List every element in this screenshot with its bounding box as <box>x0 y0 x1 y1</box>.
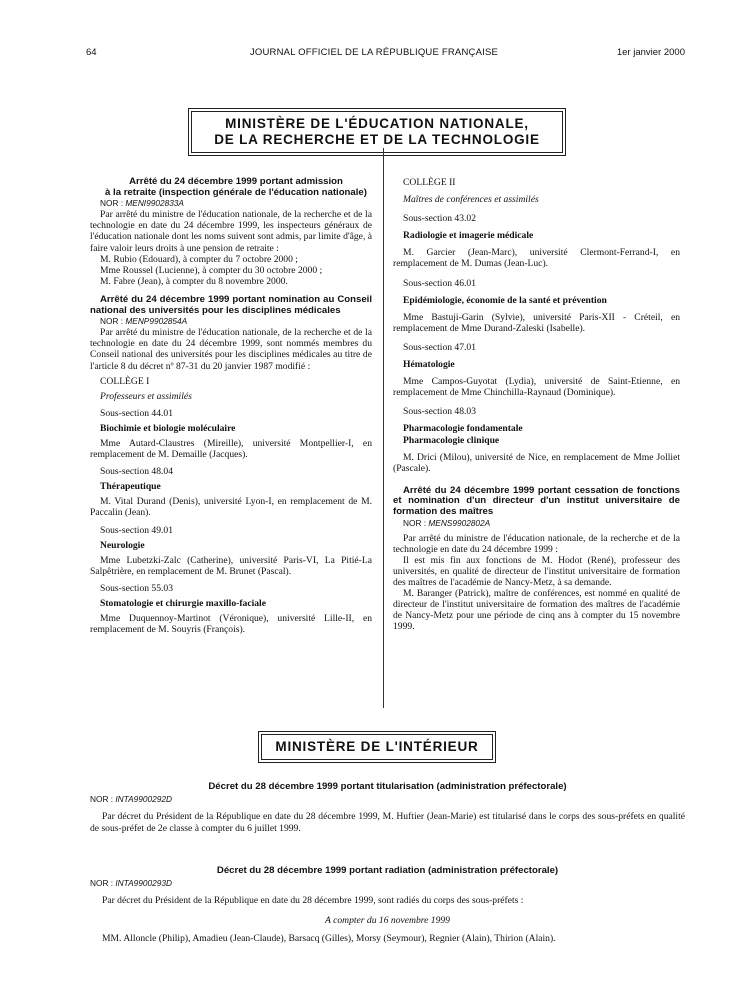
decree-titularisation <box>90 782 685 835</box>
decree-radiation <box>90 866 685 945</box>
subsection-body: Mme Campos-Guyotat (Lydia), université de Saint-Etienne, en remplacement de Mme Chinchilla-Raynaud (Dominique). <box>393 376 680 399</box>
subsection-title: Pharmacologie clinique <box>403 434 500 446</box>
page-header <box>0 0 748 58</box>
subsection-label: Sous-section 46.01 <box>403 277 477 289</box>
nor-reference: NOR : MENS9902802A <box>403 517 491 528</box>
decree-title: Arrêté du 24 décembre 1999 portant nomination au Conseil national des universités pour les disciplines médicales <box>90 293 372 316</box>
decree-retirement <box>90 177 372 287</box>
college-heading: COLLÈGE II <box>403 177 456 188</box>
decree-title: à la retraite (inspection générale de l'éducation nationale) <box>105 186 367 198</box>
subsection-label: Sous-section 55.03 <box>100 582 174 594</box>
subsection-body: Mme Lubetzki-Zalc (Catherine), université Paris-VI, La Pitié-La Salpêtrière, en remplacement de M. Brunet (Pascal). <box>90 554 372 577</box>
subsection-title: Hématologie <box>403 359 455 371</box>
decree-body: Il est mis fin aux fonctions de M. Hodot (René), professeur des universités, en qualité de directeur de l'institut universitaire de formation des maîtres de l'académie de Nancy-Metz, à sa demande. <box>393 554 680 589</box>
nor-reference: NOR : INTA9900292D <box>90 793 172 804</box>
decree-body: Par décret du Président de la République en date du 28 décembre 1999, M. Huftier (Jean-Marie) est titularisé dans le corps des sous-préfets en qualité de sous-préfet de 2e classe à compter du 6 juillet 1999. <box>90 810 685 834</box>
column-divider <box>383 148 384 708</box>
list-item: Mme Roussel (Lucienne), à compter du 30 octobre 2000 ; <box>100 264 323 276</box>
issue-date: 1er janvier 2000 <box>616 47 685 58</box>
list-item: M. Fabre (Jean), à compter du 8 novembre 2000. <box>100 275 288 287</box>
decree-title: Arrêté du 24 décembre 1999 portant admission <box>129 176 343 187</box>
right-column <box>393 177 680 633</box>
subsection-body: Mme Bastuji-Garin (Sylvie), université Paris-XII - Créteil, en remplacement de Mme Durand-Zaleski (Isabelle). <box>393 311 680 334</box>
subsection-label: Sous-section 48.04 <box>100 466 174 478</box>
subsection-body: M. Vital Durand (Denis), université Lyon-I, en remplacement de M. Paccalin (Jean). <box>90 496 372 519</box>
ministry-title-line2: DE LA RECHERCHE ET DE LA TECHNOLOGIE <box>214 132 540 147</box>
decree-body: Par arrêté du ministre de l'éducation nationale, de la recherche et de la technologie en date du 24 décembre 1999 : <box>393 532 680 555</box>
subsection-title: Radiologie et imagerie médicale <box>403 230 534 242</box>
decree-title: Arrêté du 24 décembre 1999 portant cessation de fonctions et nomination d'un directeur d'un institut universitaire de formation des maîtres <box>393 484 680 517</box>
subsection-title: Pharmacologie fondamentale <box>403 423 523 435</box>
ministry-education-box <box>188 108 566 156</box>
decree-cnu-nomination <box>90 295 372 635</box>
subsection-label: Sous-section 43.02 <box>403 213 477 225</box>
decree-title: Décret du 28 décembre 1999 portant titularisation (administration préfectorale) <box>208 781 567 792</box>
nor-reference: NOR : MENI9902833A <box>100 198 184 209</box>
subsection-label: Sous-section 48.03 <box>403 406 477 418</box>
subsection-label: Sous-section 44.01 <box>100 407 174 419</box>
effective-date: A compter du 16 novembre 1999 <box>325 914 450 926</box>
nor-reference: NOR : INTA9900293D <box>90 877 172 888</box>
subsection-body: Mme Duquennoy-Martinot (Véronique), université Lille-II, en remplacement de M. Souyris (François). <box>90 613 372 636</box>
left-column <box>90 177 372 635</box>
subsection-title: Stomatologie et chirurgie maxillo-faciale <box>100 598 266 609</box>
decree-iufm <box>393 486 680 633</box>
subsection-body: M. Garcier (Jean-Marc), université Clermont-Ferrand-I, en remplacement de M. Dumas (Jean-Luc). <box>393 247 680 270</box>
decree-body: M. Baranger (Patrick), maître de conférences, est nommé en qualité de directeur de l'institut universitaire de formation des maîtres de l'académie de Nancy-Metz pour une période de cinq ans à compter du 15 novembre 1999. <box>393 588 680 633</box>
subsection-label: Sous-section 49.01 <box>100 524 174 536</box>
subsection-title: Biochimie et biologie moléculaire <box>100 422 236 434</box>
decree-body: Par arrêté du ministre de l'éducation nationale, de la recherche et de la technologie en date du 24 décembre 1999, sont nommés membres du Conseil national des universités pour les disciplines médicales au titre de l'article 8 du décret nº 87-31 du 20 janvier 1987 modifié : <box>90 327 372 372</box>
subsection-body: M. Drici (Milou), université de Nice, en remplacement de Mme Jolliet (Pascale). <box>393 451 680 474</box>
subsection-title: Neurologie <box>100 539 145 551</box>
college-heading: COLLÈGE I <box>100 375 150 387</box>
page-number: 64 <box>86 47 97 58</box>
subsection-title: Epidémiologie, économie de la santé et prévention <box>403 294 607 306</box>
college-subheading: Professeurs et assimilés <box>100 390 192 402</box>
ministry-title-line1: MINISTÈRE DE L'ÉDUCATION NATIONALE, <box>225 116 529 131</box>
name-list: MM. Alloncle (Philip), Amadieu (Jean-Claude), Barsacq (Gilles), Morsy (Seymour), Regnier (Alain), Thirion (Alain). <box>102 932 556 944</box>
ministry-title: MINISTÈRE DE L'INTÉRIEUR <box>261 734 493 760</box>
subsection-title: Thérapeutique <box>100 481 161 493</box>
college-subheading: Maîtres de conférences et assimilés <box>403 194 539 206</box>
decree-body: Par décret du Président de la République en date du 28 décembre 1999, sont radiés du corps des sous-préfets : <box>102 894 524 906</box>
subsection-body: Mme Autard-Claustres (Mireille), université Montpellier-I, en remplacement de M. Demaille (Jacques). <box>90 437 372 461</box>
decree-body: Par arrêté du ministre de l'éducation nationale, de la recherche et de la technologie en date du 24 décembre 1999, les inspecteurs généraux de l'éducation nationale dont les noms suivent sont admis, par limite d'âge, à faire valoir leurs droits à une pension de retraite : <box>90 209 372 254</box>
ministry-interior-box <box>258 731 496 763</box>
decree-title: Décret du 28 décembre 1999 portant radiation (administration préfectorale) <box>216 865 559 876</box>
journal-title: JOURNAL OFFICIEL DE LA RÉPUBLIQUE FRANÇAISE <box>249 47 499 58</box>
list-item: M. Rubio (Edouard), à compter du 7 octobre 2000 ; <box>100 253 298 265</box>
subsection-label: Sous-section 47.01 <box>403 341 477 353</box>
nor-reference: NOR : MENP9902854A <box>100 316 188 327</box>
